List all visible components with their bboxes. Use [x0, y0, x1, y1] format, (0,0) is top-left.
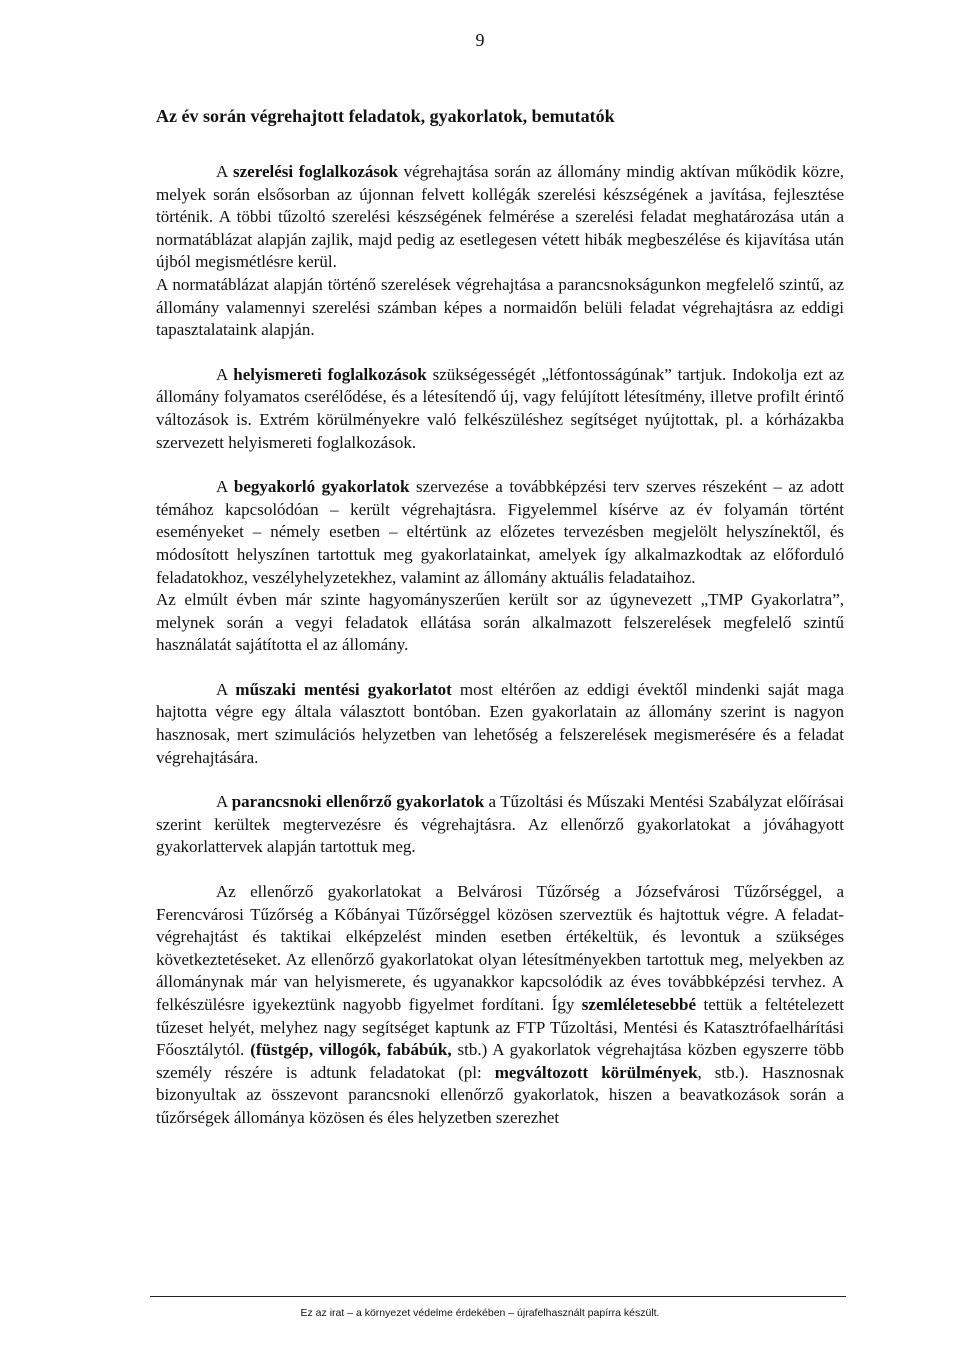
paragraph-parancsnoki: A parancsnoki ellenőrző gyakorlatok a Tűzoltási és Műszaki Mentési Szabályzat előírásai szerint kerültek megtervezésre és végrehajtásra. Az ellenőrző gyakorlatokat a jóváhagyott gyakorlattervek alapján tartottuk meg. [156, 792, 844, 857]
paragraph-szerelesi: A szerelési foglalkozások végrehajtása során az állomány mindig aktívan működik közre, melyek során elsősorban az újonnan felvett kollégák szerelési készségének a javítása, fejlesztése történik. A többi tűzoltó szerelési készségének felmérése a szerelési feladat meghatározása után a normatáblázat alapján zajlik, majd pedig az esetlegesen vétett hibák megbeszélése és kijavítása után újból megismétlésre kerül. [156, 162, 844, 272]
section-heading: Az év során végrehajtott feladatok, gyakorlatok, bemutatók [156, 106, 615, 126]
paragraph-normatablazat: A normatáblázat alapján történő szerelések végrehajtása a parancsnokságunkon megfelelő szintű, az állomány valamennyi szerelési számban képes a normaidőn belüli feladat végrehajtásra az eddigi tapasztalataink alapján. [156, 274, 844, 340]
page-number: 9 [475, 30, 485, 50]
bold-term: parancsnoki ellenőrző gyakorlatok [231, 792, 485, 812]
paragraph-tmp: Az elmúlt évben már szinte hagyományszerűen került sor az úgynevezett „TMP Gyakorlatra”, melynek során a vegyi feladatok ellátása során alkalmazott felszerelések megfelelő szintű használatát sajátította el az állomány. [156, 590, 844, 655]
bold-term: szerelési foglalkozások [233, 162, 398, 181]
bold-term: megváltozott körülmények [494, 1062, 698, 1082]
bold-term: szemléletesebbé [581, 995, 697, 1014]
footer-divider [150, 1296, 846, 1297]
footer-note: Ez az irat – a környezet védelme érdekében – újrafelhasznált papírra készült. [300, 1307, 660, 1319]
paragraph-begyakorlo: A begyakorló gyakorlatok szervezése a továbbképzési terv szerves részeként – az adott témához kapcsolódóan – került végrehajtásra. Figyelemmel kísérve az év folyamán történt eseményeket – némely esetben – eltértünk az előzetes tervezésben megjelölt helyszínektől, és módosított helyszínen tartottuk meg gyakorlatainkat, amelyek így alkalmazkodtak az előforduló feladatokhoz, veszélyhelyzetekhez, valamint az állomány aktuális feladataihoz. [156, 477, 845, 587]
bold-term: begyakorló gyakorlatok [233, 477, 410, 497]
bold-term: (füstgép, villogók, fabábúk, [250, 1040, 452, 1060]
paragraph-muszaki-mentesi: A műszaki mentési gyakorlatot most eltérően az eddigi évektől mindenki saját maga hajtotta végre egy általa választott bontóban. Ezen gyakorlatain az állomány szerint is nagyon hasznosak, mert szimulációs helyzetben van lehetőség a felszerelések megismerésére és a feladat végrehajtására. [156, 679, 844, 767]
paragraph-helyismereti: A helyismereti foglalkozások szükségességét „létfontosságúnak” tartjuk. Indokolja ezt az állomány folyamatos cserélődése, és a létesítendő új, vagy felújított létesítmény, illetve profilt érintő változások is. Extrém körülményekre való felkészüléshez segítséget nyújtottak, pl. a kórházakba szervezett helyismereti foglalkozások. [156, 364, 844, 452]
bold-term: helyismereti foglalkozások [233, 364, 427, 384]
bold-term: műszaki mentési gyakorlatot [235, 679, 452, 699]
paragraph-ellenorzo: Az ellenőrző gyakorlatokat a Belvárosi Tűzőrség a Józsefvárosi Tűzőrséggel, a Ferencvárosi Tűzőrség a Kőbányai Tűzőrséggel közösen szerveztük és hajtottuk végre. A feladat-végrehajtást és taktikai elképzelést minden esetben értékeltük, és levontuk a szükséges következtetéseket. Az ellenőrző gyakorlatokat olyan létesítményekben tartottuk meg, melyekben az állománynak már van helyismerete, és ugyanakkor kapcsolódik az éves továbbképzési tervhez. A felkészülésre igyekeztünk nagyobb figyelmet fordítani. Így szemléletesebbé tettük a feltételezett tűzeset helyét, melyhez nagy segítséget kaptunk az FTP Tűzoltási, Mentési és Katasztrófaelhárítási Főosztálytól. (füstgép, villogók, fabábúk, stb.) A gyakorlatok végrehajtása közben egyszerre több személy részére is adtunk feladatokat (pl: megváltozott körülmények, stb.). Hasznosnak bizonyultak az összevont parancsnoki ellenőrző gyakorlatok, hiszen a beavatkozások során a tűzőrségek állománya közösen és éles helyzetben szerezhet [156, 882, 844, 1127]
document-body [156, 106, 844, 1130]
